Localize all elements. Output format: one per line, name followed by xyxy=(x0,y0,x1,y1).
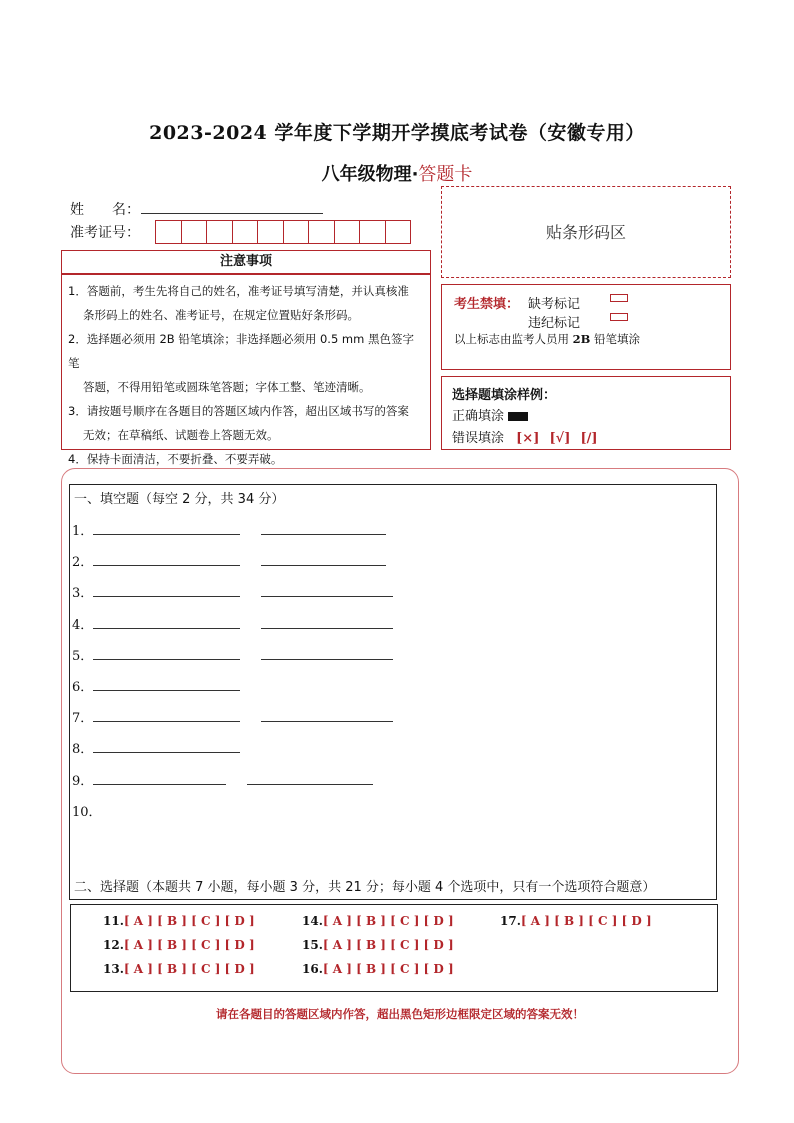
absent-label: 缺考标记 xyxy=(528,297,581,312)
name-field[interactable] xyxy=(141,200,323,214)
fill-answer-line[interactable] xyxy=(93,596,240,597)
fill-in-heading: 一、填空题（每空 2 分，共 34 分） xyxy=(74,492,285,507)
fill-answer-line[interactable] xyxy=(261,659,393,660)
fill-answer-line[interactable] xyxy=(93,659,240,660)
choice-question-number: 12. xyxy=(103,938,124,952)
fill-answer-line[interactable] xyxy=(247,784,373,785)
fill-answer-line[interactable] xyxy=(93,721,240,722)
choice-options[interactable]: [ A ] [ B ] [ C ] [ D ] xyxy=(322,914,454,928)
notice-item-4: 4．保持卡面清洁，不要折叠、不要弄破。 xyxy=(68,452,283,466)
fill-question-number: 1． xyxy=(72,524,94,539)
correct-fill-row xyxy=(452,405,528,424)
exam-title: 2023-2024 学年度下学期开学摸底考试卷（安徽专用） xyxy=(149,122,645,144)
footer-note: 请在各题目的答题区域内作答，超出黑色矩形边框限定区域的答案无效！ xyxy=(216,1007,584,1021)
choice-question[interactable] xyxy=(103,938,255,952)
choice-options[interactable]: [ A ] [ B ] [ C ] [ D ] xyxy=(123,938,255,952)
notice-body xyxy=(61,274,431,466)
notice-item-1-cont: 条形码上的姓名、准考证号，在规定位置贴好条形码。 xyxy=(83,308,359,322)
exam-id-digit-box[interactable] xyxy=(283,220,310,244)
fill-answer-line[interactable] xyxy=(93,628,240,629)
exam-id-digit-box[interactable] xyxy=(308,220,335,244)
fill-answer-line[interactable] xyxy=(261,596,393,597)
choice-options[interactable]: [ A ] [ B ] [ C ] [ D ] xyxy=(123,962,255,976)
fill-question-number: 8． xyxy=(72,742,94,757)
answer-card-label: 答题卡 xyxy=(418,164,473,185)
barcode-area xyxy=(441,186,731,278)
choice-heading: 二、选择题（本题共 7 小题，每小题 3 分，共 21 分；每小题 4 个选项中，只有一个选项符合题意） xyxy=(74,880,656,895)
fill-answer-line[interactable] xyxy=(93,690,240,691)
exam-id-digit-box[interactable] xyxy=(155,220,182,244)
choice-options[interactable]: [ A ] [ B ] [ C ] [ D ] xyxy=(520,914,652,928)
choice-question[interactable] xyxy=(103,962,255,976)
fill-answer-line[interactable] xyxy=(93,565,240,566)
exam-id-digit-box[interactable] xyxy=(359,220,386,244)
choice-options[interactable]: [ A ] [ B ] [ C ] [ D ] xyxy=(123,914,255,928)
choice-options[interactable]: [ A ] [ B ] [ C ] [ D ] xyxy=(322,938,454,952)
exam-subtitle xyxy=(0,160,794,186)
wrong-fill-label: 错误填涂 xyxy=(452,431,505,446)
fill-answer-line[interactable] xyxy=(93,784,226,785)
notice-header xyxy=(61,250,431,274)
correct-fill-label: 正确填涂 xyxy=(452,409,505,424)
choice-question-number: 14. xyxy=(302,914,323,928)
choice-question[interactable] xyxy=(302,962,454,976)
violation-label: 违纪标记 xyxy=(528,316,581,331)
notice-item-3: 3．请按题号顺序在各题目的答题区域内作答，超出区域书写的答案 xyxy=(68,404,409,418)
forbid-label: 考生禁填： xyxy=(454,297,520,312)
choice-question[interactable] xyxy=(302,914,454,928)
wrong-fill-row xyxy=(452,427,598,446)
subtitle-separator: · xyxy=(411,164,419,185)
notice-item-2: 2．选择题必须用 2B 铅笔填涂；非选择题必须用 0.5 mm 黑色签字笔 xyxy=(68,332,414,370)
fill-question-number: 6． xyxy=(72,680,94,695)
wrong-mark-2: [√] xyxy=(549,431,571,446)
exam-id-digit-box[interactable] xyxy=(206,220,233,244)
name-label: 姓 名： xyxy=(70,202,140,218)
fill-answer-line[interactable] xyxy=(261,628,393,629)
choice-question-number: 11. xyxy=(103,914,124,928)
notice-item-1: 1．答题前，考生先将自己的姓名，准考证号填写清楚，并认真核准 xyxy=(68,284,409,298)
fill-sample-box xyxy=(441,376,731,450)
fill-in-section xyxy=(69,484,717,900)
exam-id-digit-box[interactable] xyxy=(257,220,284,244)
fill-question-number: 5． xyxy=(72,649,94,664)
choice-question[interactable] xyxy=(302,938,454,952)
exam-id-digit-box[interactable] xyxy=(181,220,208,244)
choice-question-number: 17. xyxy=(500,914,521,928)
choice-question-number: 16. xyxy=(302,962,323,976)
exam-id-digit-box[interactable] xyxy=(232,220,259,244)
fill-answer-line[interactable] xyxy=(93,534,240,535)
fill-answer-line[interactable] xyxy=(261,565,386,566)
exam-id-boxes[interactable] xyxy=(156,220,422,246)
proctor-note-post: 铅笔填涂 xyxy=(594,332,641,346)
fill-question-number: 9． xyxy=(72,774,94,789)
proctor-note-pre: 以上标志由监考人员用 xyxy=(454,332,569,346)
fill-answer-line[interactable] xyxy=(261,721,393,722)
filled-mark-icon xyxy=(508,412,528,421)
subject-label: 八年级物理 xyxy=(321,164,412,185)
fill-question-number: 4． xyxy=(72,618,94,633)
exam-id-digit-box[interactable] xyxy=(334,220,361,244)
choice-question[interactable] xyxy=(500,914,652,928)
fill-question-number: 10． xyxy=(72,805,102,820)
choice-options[interactable]: [ A ] [ B ] [ C ] [ D ] xyxy=(322,962,454,976)
barcode-label: 贴条形码区 xyxy=(545,223,626,242)
proctor-marks-box xyxy=(441,284,731,370)
sample-title: 选择题填涂样例： xyxy=(452,388,557,403)
notice-item-2-cont: 答题，不得用铅笔或圆珠笔答题；字体工整、笔迹清晰。 xyxy=(83,380,371,394)
fill-answer-line[interactable] xyxy=(261,534,386,535)
exam-id-digit-box[interactable] xyxy=(385,220,412,244)
fill-question-number: 3． xyxy=(72,586,94,601)
fill-question-number: 7． xyxy=(72,711,94,726)
violation-mark-box[interactable] xyxy=(610,313,628,321)
wrong-mark-3: [/] xyxy=(580,431,598,446)
exam-id-label: 准考证号： xyxy=(70,225,140,241)
fill-answer-line[interactable] xyxy=(93,752,240,753)
notice-item-3-cont: 无效；在草稿纸、试题卷上答题无效。 xyxy=(83,428,279,442)
fill-question-number: 2． xyxy=(72,555,94,570)
choice-question-number: 15. xyxy=(302,938,323,952)
proctor-note xyxy=(454,331,640,347)
absent-mark-box[interactable] xyxy=(610,294,628,302)
notice-title: 注意事项 xyxy=(219,254,272,269)
choice-question[interactable] xyxy=(103,914,255,928)
wrong-mark-1: [×] xyxy=(516,431,540,446)
proctor-note-bold: 2B xyxy=(572,332,591,346)
choice-question-number: 13. xyxy=(103,962,124,976)
